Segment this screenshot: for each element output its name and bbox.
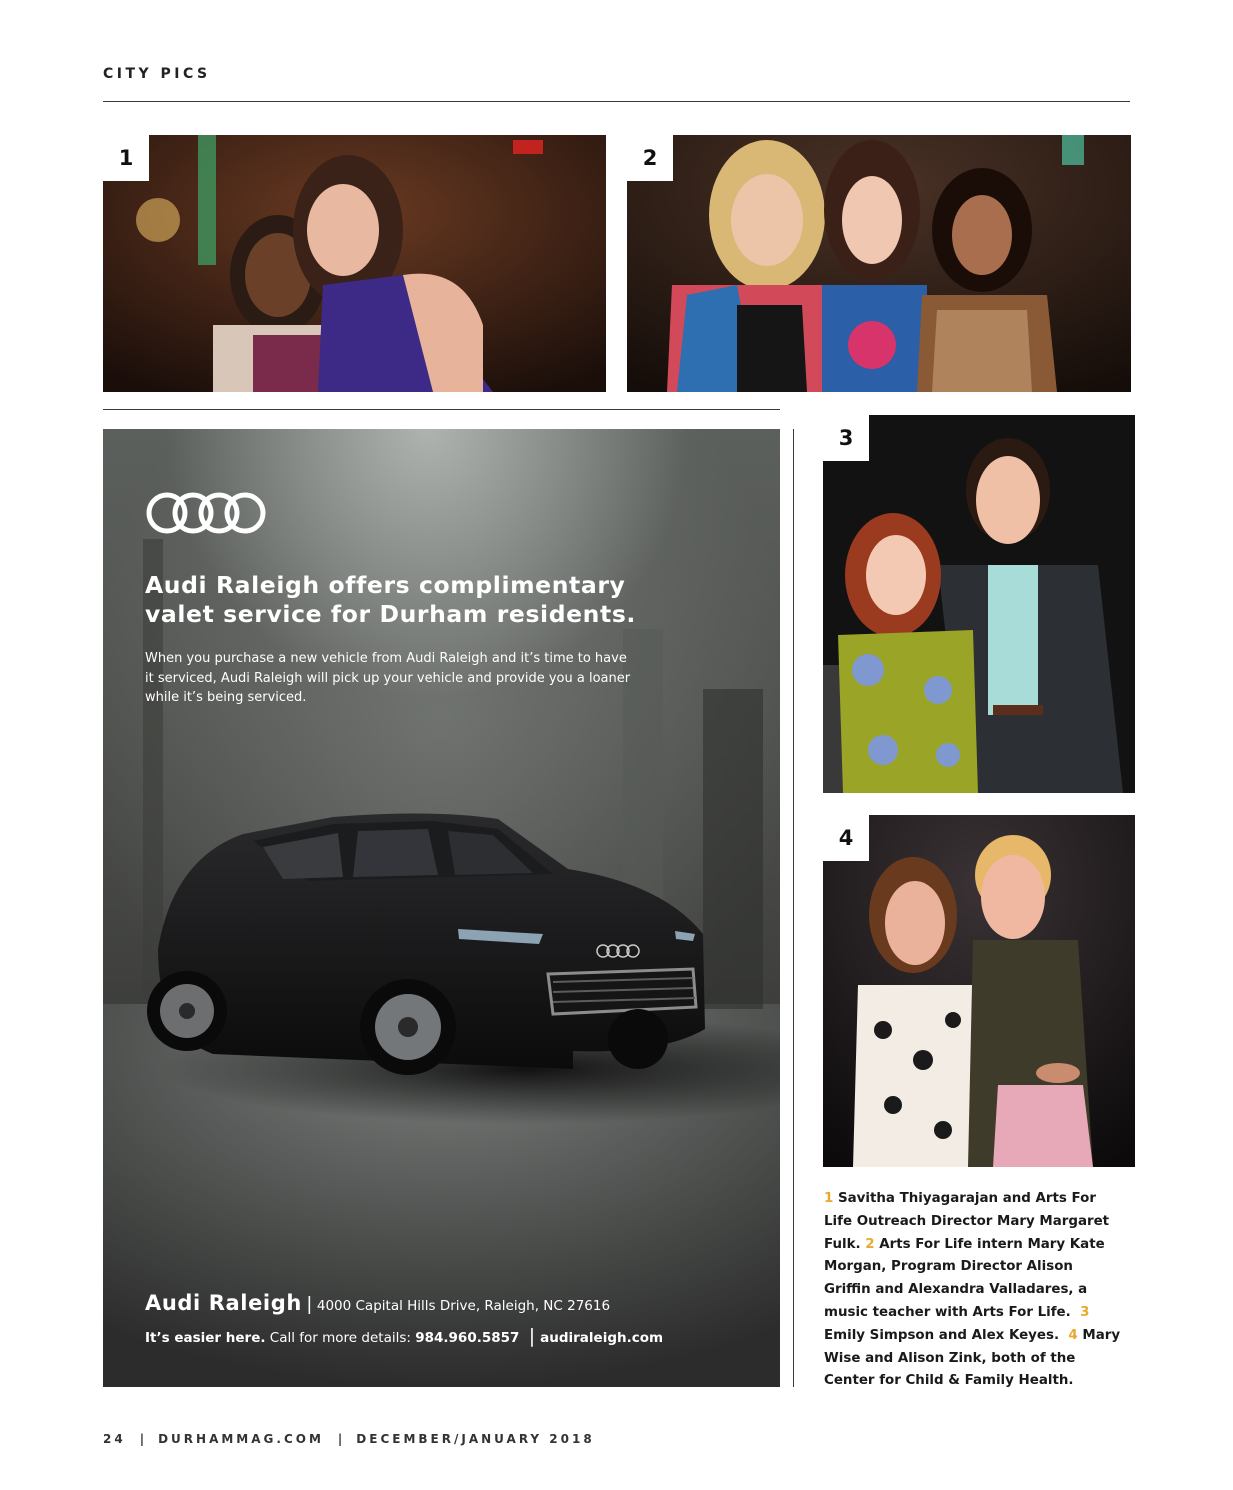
event-photo-2 (627, 135, 1131, 392)
caption-text-1: Savitha Thiyagarajan and Arts For Life Outreach Director Mary Margaret Fulk. (824, 1191, 1110, 1252)
caption-text-3: Emily Simpson and Alex Keyes. (824, 1327, 1060, 1343)
ad-tagline: It’s easier here. (145, 1330, 266, 1346)
audi-rings-logo (145, 491, 269, 535)
footer-site[interactable]: DURHAMMAG.COM (158, 1432, 324, 1446)
dealer-address: 4000 Capital Hills Drive, Raleigh, NC 27616 (316, 1298, 611, 1314)
ad-website[interactable]: audiraleigh.com (540, 1330, 664, 1346)
caption-text-2: Arts For Life intern Mary Kate Morgan, Program Director Alison Griffin and Alexandra Valladares, a music teacher with Arts For Life. (824, 1236, 1105, 1320)
ad-headline (145, 571, 745, 629)
audi-advertisement (103, 429, 780, 1387)
page-number: 24 (103, 1432, 126, 1446)
event-photo-1 (103, 135, 606, 392)
section-title: CITY PICS (103, 66, 211, 82)
ad-phone[interactable]: 984.960.5857 (415, 1330, 520, 1346)
event-photo-3 (823, 415, 1135, 793)
page-footer (103, 1432, 595, 1446)
ad-contact-line (145, 1325, 663, 1347)
ad-dealer-line (145, 1291, 610, 1316)
photo-caption (824, 1188, 1124, 1393)
ad-body-line-3: while it’s being serviced. (145, 690, 307, 705)
footer-separator: | (139, 1432, 145, 1446)
ad-top-rule (103, 409, 780, 410)
column-divider (793, 429, 794, 1387)
footer-issue: DECEMBER/JANUARY 2018 (356, 1432, 595, 1446)
photo-number-3: 3 (823, 415, 869, 461)
caption-number-3: 3 (1080, 1304, 1090, 1320)
photo-number-1: 1 (103, 135, 149, 181)
header-rule (103, 101, 1130, 102)
dealer-separator: | (306, 1294, 312, 1315)
event-photo-4 (823, 815, 1135, 1167)
caption-number-1: 1 (824, 1191, 834, 1206)
ad-body-line-2: it serviced, Audi Raleigh will pick up your vehicle and provide you a loaner (145, 670, 631, 686)
footer-separator: | (337, 1432, 343, 1446)
photo-number-2: 2 (627, 135, 673, 181)
ad-headline-line-2: valet service for Durham residents. (145, 600, 636, 628)
caption-number-2: 2 (865, 1236, 875, 1252)
caption-text-4: Mary Wise and Alison Zink, both of the Center for Child & Family Health. (824, 1327, 1121, 1389)
caption-number-4: 4 (1068, 1327, 1078, 1343)
ad-body-line-1: When you purchase a new vehicle from Audi Raleigh and it’s time to have (145, 651, 627, 666)
contact-separator: | (528, 1325, 536, 1347)
dealer-name: Audi Raleigh (145, 1291, 302, 1315)
ad-headline-line-1: Audi Raleigh offers complimentary (145, 571, 626, 599)
ad-call-text: Call for more details: (269, 1330, 411, 1346)
ad-body-text (145, 649, 680, 708)
photo-number-4: 4 (823, 815, 869, 861)
